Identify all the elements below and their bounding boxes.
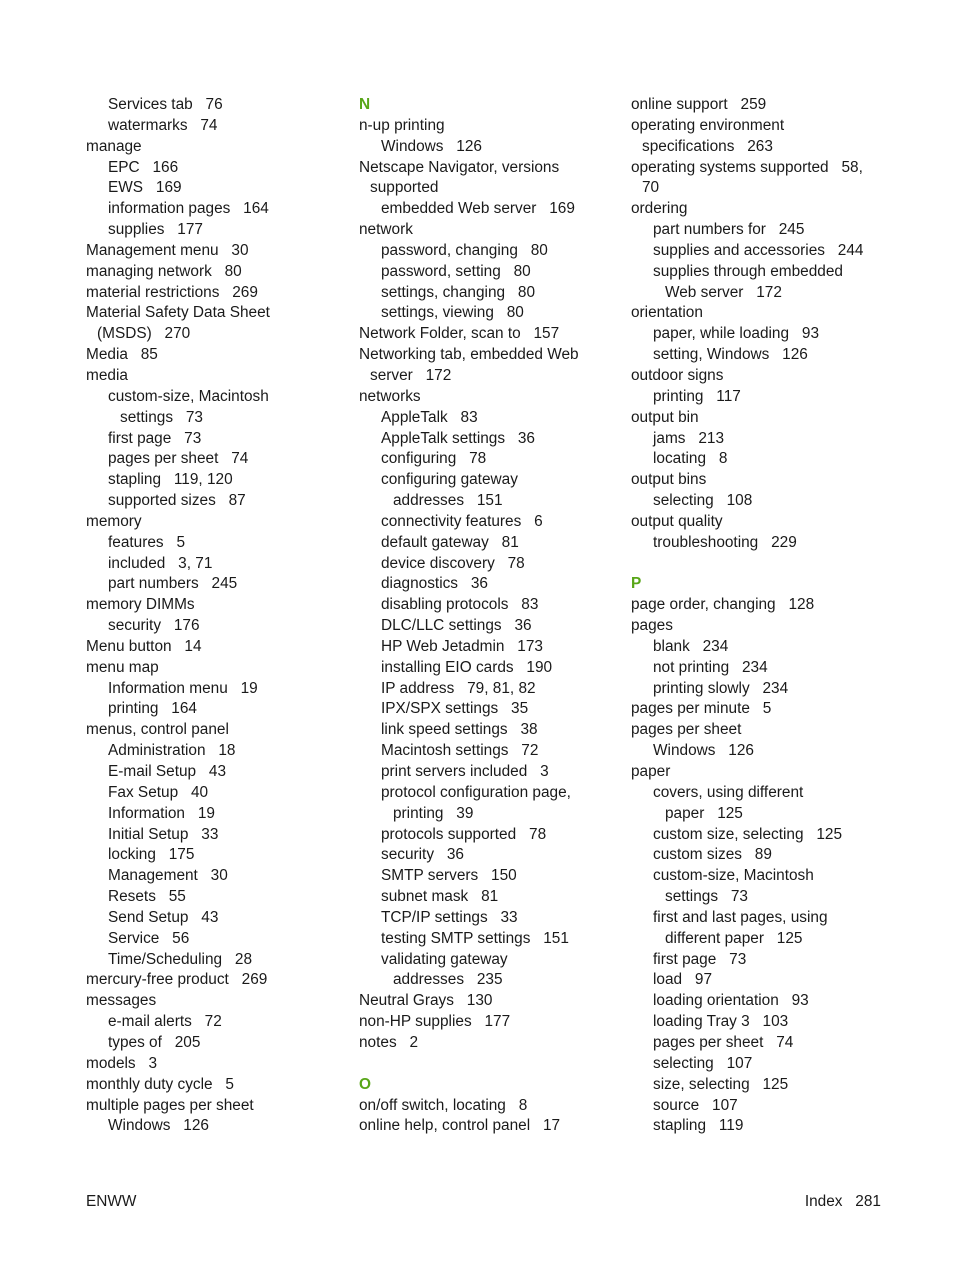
index-subentry: Initial Setup 33: [108, 825, 219, 843]
index-subentry: blank 234: [653, 637, 729, 655]
section-letter: P: [631, 575, 642, 593]
section-gap: [359, 1054, 609, 1075]
index-subentry: settings 73: [665, 888, 748, 906]
index-entry: Netscape Navigator, versions: [359, 158, 560, 176]
index-entry: models 3: [86, 1054, 158, 1072]
index-subentry: stapling 119: [653, 1117, 744, 1135]
index-subentry: disabling protocols 83: [381, 596, 539, 614]
index-entry: output quality: [631, 512, 723, 530]
index-entry: ordering: [631, 200, 688, 218]
index-subentry: selecting 108: [653, 492, 753, 510]
index-subentry: paper, while loading 93: [653, 325, 819, 343]
index-subentry: source 107: [653, 1096, 738, 1114]
index-subentry: printing 117: [653, 387, 741, 405]
index-entry: page order, changing 128: [631, 596, 815, 614]
index-entry: output bin: [631, 408, 699, 426]
index-subentry: server 172: [370, 366, 452, 384]
index-entry: non-HP supplies 177: [359, 1013, 511, 1031]
index-subentry: Web server 172: [665, 283, 782, 301]
index-subentry: supplies through embedded: [653, 262, 843, 280]
index-subentry: protocols supported 78: [381, 825, 547, 843]
index-subentry: Resets 55: [108, 888, 186, 906]
index-subentry: addresses 151: [393, 492, 503, 510]
index-subentry: loading orientation 93: [653, 992, 809, 1010]
index-subentry: supported sizes 87: [108, 492, 246, 510]
index-subentry: Information 19: [108, 804, 215, 822]
index-subentry: specifications 263: [642, 137, 773, 155]
index-subentry: 70: [642, 179, 660, 197]
index-entry: orientation: [631, 304, 703, 322]
index-subentry: custom-size, Macintosh: [108, 387, 269, 405]
index-subentry: jams 213: [653, 429, 725, 447]
index-entry: manage: [86, 137, 142, 155]
index-subentry: pages per sheet 74: [653, 1033, 794, 1051]
index-subentry: embedded Web server 169: [381, 200, 575, 218]
index-subentry: load 97: [653, 971, 713, 989]
index-subentry: size, selecting 125: [653, 1075, 789, 1093]
footer-page-number: Index 281: [804, 1193, 881, 1210]
index-subentry: AppleTalk settings 36: [381, 429, 535, 447]
index-subentry: TCP/IP settings 33: [381, 908, 518, 926]
index-subentry: supplies 177: [108, 221, 203, 239]
index-entry: outdoor signs: [631, 366, 724, 384]
index-entry: material restrictions 269: [86, 283, 258, 301]
index-entry: pages: [631, 617, 673, 635]
index-subentry: print servers included 3: [381, 763, 549, 780]
index-subentry: features 5: [108, 533, 185, 551]
index-entry: n-up printing: [359, 116, 445, 134]
index-subentry: password, setting 80: [381, 262, 531, 280]
index-subentry: custom size, selecting 125: [653, 825, 843, 843]
index-subentry: Administration 18: [108, 742, 236, 760]
index-entry: operating environment: [631, 116, 785, 134]
index-column-1: [86, 95, 336, 1137]
index-subentry: stapling 119, 120: [108, 471, 233, 489]
index-subentry: loading Tray 3 103: [653, 1013, 789, 1031]
index-subentry: covers, using different: [653, 783, 804, 801]
index-subentry: password, changing 80: [381, 241, 548, 259]
index-entry: pages per minute 5: [631, 700, 772, 718]
index-subentry: first page 73: [108, 429, 202, 447]
index-subentry: printing 39: [393, 804, 474, 822]
index-entry: on/off switch, locating 8: [359, 1096, 528, 1114]
index-subentry: types of 205: [108, 1033, 201, 1051]
index-entry: messages: [86, 992, 157, 1010]
index-entry: notes 2: [359, 1033, 419, 1051]
section-letter: O: [359, 1075, 371, 1093]
index-column-2: [359, 95, 609, 1137]
index-entry: Management menu 30: [86, 241, 249, 259]
index-entry: monthly duty cycle 5: [86, 1075, 234, 1093]
index-subentry: E-mail Setup 43: [108, 763, 227, 780]
index-entry: operating systems supported 58,: [631, 158, 863, 176]
index-subentry: paper 125: [665, 804, 743, 822]
index-subentry: link speed settings 38: [381, 721, 538, 739]
index-subentry: watermarks 74: [108, 116, 218, 134]
index-subentry: AppleTalk 83: [381, 408, 478, 426]
index-subentry: Macintosh settings 72: [381, 742, 539, 760]
index-entry: Neutral Grays 130: [359, 992, 493, 1010]
index-subentry: installing EIO cards 190: [381, 658, 553, 676]
index-subentry: subnet mask 81: [381, 888, 499, 906]
index-subentry: SMTP servers 150: [381, 867, 517, 885]
index-entry: network: [359, 221, 413, 239]
index-subentry: security 176: [108, 617, 200, 635]
index-subentry: Windows 126: [653, 742, 754, 760]
index-entry: menus, control panel: [86, 721, 229, 739]
index-entry: memory DIMMs: [86, 596, 195, 614]
index-subentry: supplies and accessories 244: [653, 241, 864, 259]
index-subentry: Services tab 76: [108, 96, 223, 113]
index-entry: Menu button 14: [86, 637, 202, 655]
index-subentry: Windows 126: [381, 137, 482, 155]
index-subentry: pages per sheet 74: [108, 450, 249, 468]
index-subentry: Information menu 19: [108, 679, 258, 697]
index-entry: memory: [86, 512, 142, 530]
index-subentry: selecting 107: [653, 1054, 753, 1072]
index-subentry: locking 175: [108, 846, 195, 864]
index-column-3: [631, 95, 886, 1137]
index-subentry: Send Setup 43: [108, 908, 219, 926]
index-entry: managing network 80: [86, 262, 242, 280]
section-letter: N: [359, 96, 371, 113]
index-subentry: first and last pages, using: [653, 908, 828, 926]
index-subentry: locating 8: [653, 450, 728, 468]
index-subentry: settings 73: [120, 408, 203, 426]
footer-left: ENWW: [86, 1193, 137, 1210]
index-subentry: EWS 169: [108, 179, 182, 197]
index-subentry: security 36: [381, 846, 464, 864]
index-subentry: first page 73: [653, 950, 747, 968]
index-subentry: Time/Scheduling 28: [108, 950, 253, 968]
index-entry: menu map: [86, 658, 159, 676]
index-entry: Media 85: [86, 346, 158, 364]
index-subentry: addresses 235: [393, 971, 503, 989]
index-subentry: EPC 166: [108, 158, 179, 176]
index-entry: pages per sheet: [631, 721, 742, 739]
index-subentry: custom sizes 89: [653, 846, 772, 864]
index-subentry: protocol configuration page,: [381, 783, 571, 801]
index-subentry: default gateway 81: [381, 533, 519, 551]
section-gap: [631, 554, 886, 575]
index-subentry: included 3, 71: [108, 554, 213, 572]
index-subentry: validating gateway: [381, 950, 508, 968]
index-subentry: Fax Setup 40: [108, 783, 209, 801]
index-subentry: configuring gateway: [381, 471, 518, 489]
index-entry: networks: [359, 387, 421, 405]
index-subentry: diagnostics 36: [381, 575, 488, 593]
index-subentry: Management 30: [108, 867, 228, 885]
index-entry: multiple pages per sheet: [86, 1096, 254, 1114]
index-subentry: supported: [370, 179, 439, 197]
index-entry: media: [86, 366, 128, 384]
index-entry: Network Folder, scan to 157: [359, 325, 560, 343]
index-subentry: e-mail alerts 72: [108, 1013, 222, 1031]
index-subentry: DLC/LLC settings 36: [381, 617, 532, 635]
index-subentry: custom-size, Macintosh: [653, 867, 814, 885]
index-subentry: information pages 164: [108, 200, 269, 218]
index-entry: Material Safety Data Sheet: [86, 304, 270, 322]
index-subentry: settings, changing 80: [381, 283, 536, 301]
index-entry: online help, control panel 17: [359, 1117, 561, 1135]
index-subentry: part numbers 245: [108, 575, 238, 593]
index-subentry: setting, Windows 126: [653, 346, 808, 364]
index-entry: mercury-free product 269: [86, 971, 268, 989]
index-entry: output bins: [631, 471, 707, 489]
index-subentry: part numbers for 245: [653, 221, 805, 239]
index-subentry: (MSDS) 270: [97, 325, 191, 343]
index-subentry: HP Web Jetadmin 173: [381, 637, 543, 655]
index-subentry: not printing 234: [653, 658, 768, 676]
index-subentry: connectivity features 6: [381, 512, 543, 530]
index-subentry: device discovery 78: [381, 554, 525, 572]
index-subentry: printing 164: [108, 700, 197, 718]
index-subentry: IP address 79, 81, 82: [381, 679, 536, 697]
index-subentry: printing slowly 234: [653, 679, 789, 697]
index-subentry: Service 56: [108, 929, 190, 947]
index-subentry: settings, viewing 80: [381, 304, 524, 322]
index-subentry: Windows 126: [108, 1117, 209, 1135]
index-subentry: testing SMTP settings 151: [381, 929, 569, 947]
index-entry: online support 259: [631, 96, 767, 113]
index-subentry: configuring 78: [381, 450, 487, 468]
index-subentry: IPX/SPX settings 35: [381, 700, 529, 718]
index-subentry: different paper 125: [665, 929, 803, 947]
index-entry: paper: [631, 763, 671, 780]
index-entry: Networking tab, embedded Web: [359, 346, 579, 364]
index-subentry: troubleshooting 229: [653, 533, 797, 551]
